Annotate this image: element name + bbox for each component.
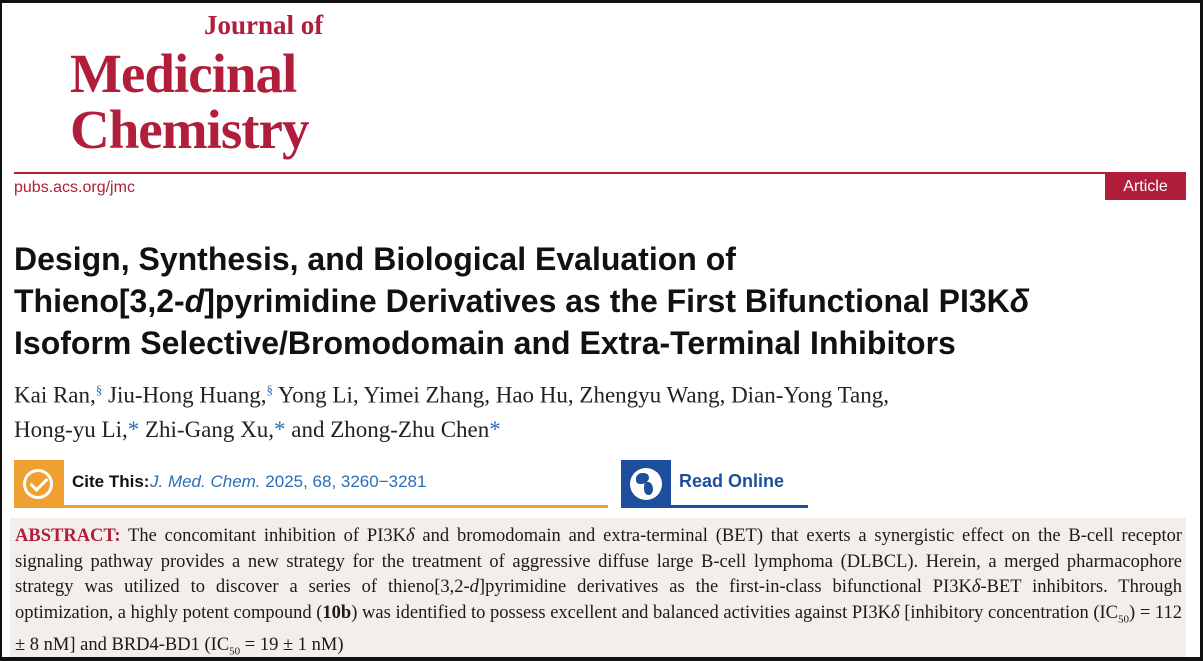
cite-details: 2025, 68, 3260−3281 <box>265 472 427 491</box>
author-affil-mark: § <box>266 382 273 397</box>
author-name[interactable]: Zhi-Gang Xu, <box>144 416 274 442</box>
article-title <box>14 238 1194 364</box>
title-part4: Isoform Selective/Bromodomain and Extra-Terminal Inhibitors <box>14 325 956 361</box>
author-name[interactable]: Kai Ran, <box>14 382 96 408</box>
logo-line-1: Journal of <box>204 10 324 40</box>
abstract-heading: ABSTRACT: <box>15 526 121 546</box>
title-part1: Design, Synthesis, and Biological Evaluation of <box>14 241 736 277</box>
corresponding-mark: * <box>489 416 501 442</box>
globe-icon <box>630 468 662 500</box>
read-online-icon-box <box>621 460 671 508</box>
check-circle-icon <box>23 469 53 499</box>
cite-this-bar[interactable] <box>14 460 608 508</box>
abstract-text: ]pyrimidine derivatives as the first-in-class bifunctional PI3K <box>478 577 972 597</box>
author-name[interactable]: Jiu-Hong Huang, <box>108 382 267 408</box>
article-type-badge: Article <box>1105 174 1186 200</box>
title-delta: δ <box>1009 283 1030 319</box>
abstract-text: = 19 ± 1 nM) <box>240 634 344 655</box>
author-name[interactable]: and Zhong-Zhu Chen <box>291 416 490 442</box>
cite-label: Cite This: <box>72 472 150 491</box>
ic50-subscript: 50 <box>1118 613 1130 626</box>
cite-icon-box <box>14 460 64 508</box>
abstract-text: -BET inhibitors. Through optimization, a highly potent compound ( <box>15 577 1182 623</box>
abstract-text: ) = 112 ± 8 nM] and BRD4-BD1 (IC <box>15 602 1182 655</box>
abstract-text: The concomitant inhibition of PI3K <box>128 526 406 546</box>
read-online-button[interactable] <box>621 460 808 508</box>
read-online-label: Read Online <box>679 471 785 491</box>
abstract-block <box>10 518 1186 657</box>
title-part2: Thieno[3,2- <box>14 283 185 319</box>
cite-reference-link[interactable] <box>150 472 426 492</box>
author-name[interactable]: Hong-yu Li, <box>14 416 128 442</box>
abstract-delta: δ <box>971 577 981 597</box>
header-rule <box>14 172 1186 174</box>
corresponding-mark: * <box>274 416 286 442</box>
cite-journal-abbrev: J. Med. Chem. <box>150 472 261 491</box>
author-names[interactable]: Yong Li, Yimei Zhang, Hao Hu, Zhengyu Wang, Dian-Yong Tang, <box>277 382 889 408</box>
title-part3: ]pyrimidine Derivatives as the First Bifunctional PI3K <box>204 283 1010 319</box>
abstract-text: [inhibitory concentration (IC <box>899 602 1119 623</box>
abstract-italic-d: d <box>469 577 479 597</box>
logo-line-3: Chemistry <box>70 99 309 160</box>
ic50-subscript: 50 <box>229 645 241 657</box>
title-part2-italic: d <box>184 283 205 319</box>
abstract-text: and bromodomain and extra-terminal (BET) that exerts a synergistic effect on the B-cell receptor signaling pathway provides a new strategy for the treatment of aggressive diffuse large B-cell lymphoma (DLBCL). Herein, a merged pharmacophore strategy was utilized to discover a series of thieno[3,2- <box>15 526 1183 597</box>
abstract-text: ) was identified to possess excellent and balanced activities against PI3K <box>351 602 891 623</box>
abstract-delta: δ <box>890 602 900 623</box>
journal-url-link[interactable]: pubs.acs.org/jmc <box>14 179 135 196</box>
corresponding-mark: * <box>127 416 140 442</box>
compound-label: 10b <box>322 602 352 623</box>
author-list <box>14 373 1194 447</box>
author-affil-mark: § <box>95 382 103 397</box>
abstract-delta: δ <box>405 526 415 546</box>
logo-line-2: Medicinal <box>70 43 297 104</box>
